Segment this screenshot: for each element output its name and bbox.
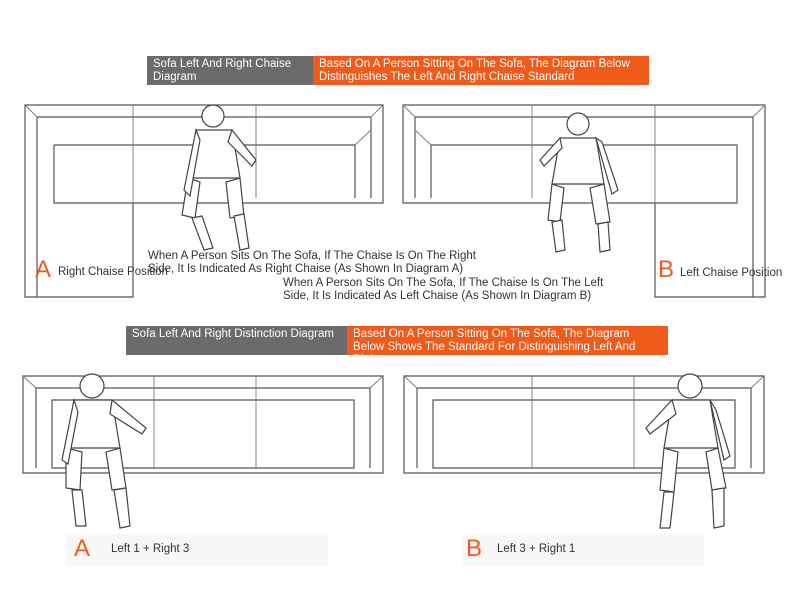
diagram-a2-letter: A <box>74 535 91 562</box>
section2-header-gray: Sofa Left And Right Distinction Diagram <box>126 326 348 355</box>
diagram-b2-letter: B <box>466 535 483 562</box>
seated-person-b2 <box>646 374 730 528</box>
diagram-a-letter: A <box>35 256 52 283</box>
left1-right3-label: Left 1 + Right 3 <box>111 543 190 555</box>
section2-header-orange: Based On A Person Sitting On The Sofa, The Diagram Below Shows The Standard For Distinguishing Left And Right <box>347 326 668 355</box>
section1-header-gray: Sofa Left And Right Chaise Diagram <box>147 56 314 85</box>
left-chaise-position-label: Left Chaise Position <box>680 267 783 279</box>
label-strip-a <box>66 534 328 566</box>
right-chaise-position-label: Right Chaise Position <box>58 266 168 278</box>
left3-right1-label: Left 3 + Right 1 <box>497 543 576 555</box>
diagram-b-letter: B <box>658 256 675 283</box>
section1-header-orange: Based On A Person Sitting On The Sofa, The Diagram Below Distinguishes The Left And Right Chaise Standard <box>313 56 649 85</box>
seated-person-a2 <box>62 374 146 528</box>
seated-person-a1 <box>182 105 256 250</box>
caption-left-chaise: When A Person Sits On The Sofa, If The Chaise Is On The Left Side, It Is Indicated As Left Chaise (As Shown In Diagram B) <box>283 277 604 302</box>
seated-person-b1 <box>540 113 618 252</box>
caption-right-chaise: When A Person Sits On The Sofa, If The Chaise Is On The Right Side, It Is Indicated As Right Chaise (As Shown In Diagram A) <box>148 250 476 275</box>
